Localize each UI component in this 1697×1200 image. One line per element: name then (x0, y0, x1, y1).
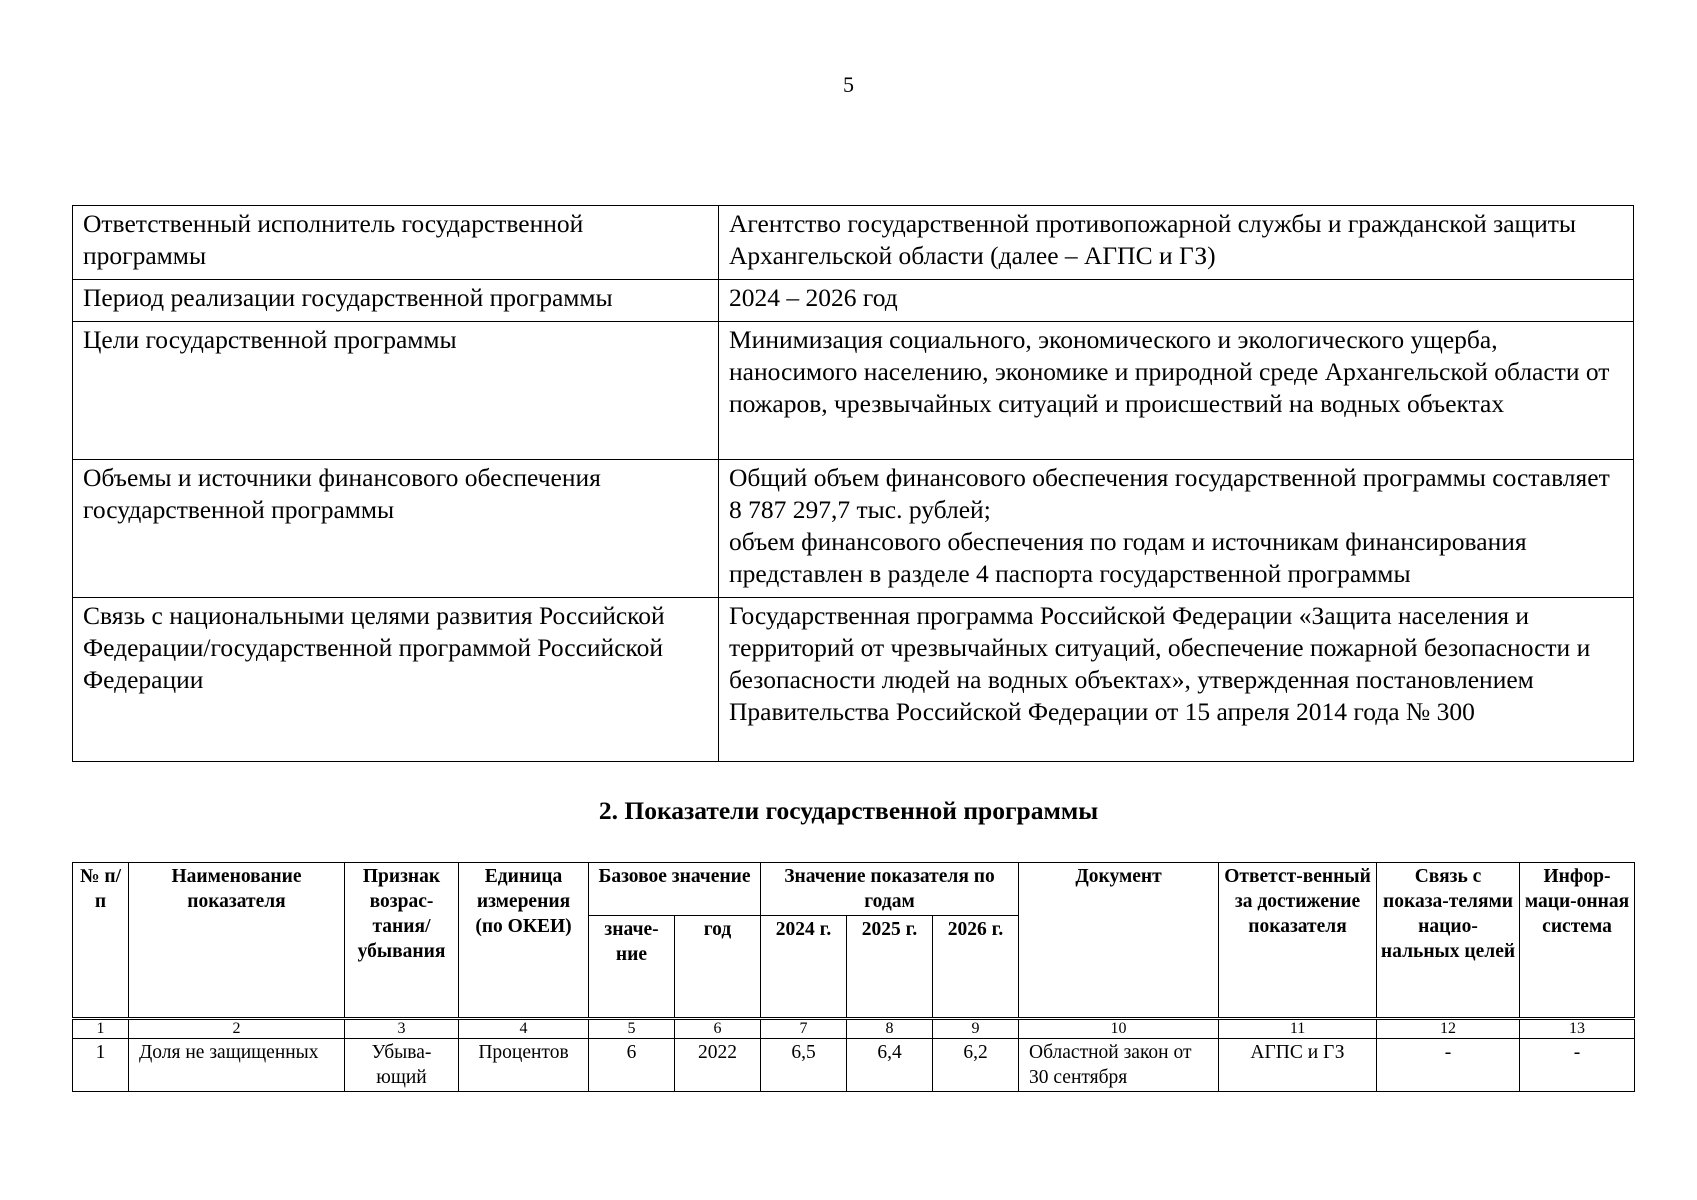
column-number: 10 (1019, 1019, 1219, 1039)
page-number: 5 (843, 72, 854, 97)
cell-name: Доля не защищенных (129, 1039, 345, 1092)
header-2026: 2026 г. (933, 916, 1019, 1019)
passport-value: Агентство государственной противопожарной службы и гражданской защиты Архангельской области (далее – АГПС и ГЗ) (719, 206, 1634, 280)
cell-num: 1 (73, 1039, 129, 1092)
cell-responsible: АГПС и ГЗ (1219, 1039, 1377, 1092)
passport-row (73, 280, 1634, 322)
column-number: 9 (933, 1019, 1019, 1039)
cell-infosystem: - (1520, 1039, 1635, 1092)
header-base: Базовое значение (589, 863, 761, 916)
indicators-table (72, 862, 1635, 1092)
passport-label: Связь с национальными целями развития Российской Федерации/государственной программой Российской Федерации (73, 598, 719, 762)
passport-row (73, 206, 1634, 280)
indicators-header-row (73, 863, 1635, 916)
header-2025: 2025 г. (847, 916, 933, 1019)
header-responsible: Ответст-венный за достижение показателя (1219, 863, 1377, 1019)
passport-value: Минимизация социального, экономического и экологического ущерба, наносимого населению, экономике и природной среде Архангельской области от пожаров, чрезвычайных ситуаций и происшествий на водных объектах (719, 322, 1634, 460)
column-number: 2 (129, 1019, 345, 1039)
header-infosystem: Инфор-маци-онная система (1520, 863, 1635, 1019)
header-2024: 2024 г. (761, 916, 847, 1019)
header-num: № п/п (73, 863, 129, 1019)
column-number: 3 (345, 1019, 459, 1039)
cell-link: - (1377, 1039, 1520, 1092)
cell-2024: 6,5 (761, 1039, 847, 1092)
financing-details-text: объем финансового обеспечения по годам и источникам финансирования представлен в разделе 4 паспорта государственной программы (729, 527, 1527, 588)
passport-value: Государственная программа Российской Федерации «Защита населения и территорий от чрезвычайных ситуаций, обеспечение пожарной безопасности и безопасности людей на водных объектах», утвержденная постановлением Правительства Российской Федерации от 15 апреля 2014 года № 300 (719, 598, 1634, 762)
cell-sign: Убыва-ющий (345, 1039, 459, 1092)
header-sign: Признак возрас-тания/ убывания (345, 863, 459, 1019)
cell-base-value: 6 (589, 1039, 675, 1092)
passport-label: Период реализации государственной программы (73, 280, 719, 322)
passport-label: Объемы и источники финансового обеспечения государственной программы (73, 460, 719, 598)
financing-total-text: Общий объем финансового обеспечения государственной программы составляет 8 787 297,7 тыс. рублей; (729, 463, 1610, 524)
cell-unit: Процентов (459, 1039, 589, 1092)
header-base-value: значе-ние (589, 916, 675, 1019)
column-number: 8 (847, 1019, 933, 1039)
passport-row (73, 460, 1634, 598)
header-document: Документ (1019, 863, 1219, 1019)
header-base-year: год (675, 916, 761, 1019)
column-number: 12 (1377, 1019, 1520, 1039)
passport-label: Ответственный исполнитель государственной программы (73, 206, 719, 280)
table-row (73, 1039, 1635, 1092)
cell-2026: 6,2 (933, 1039, 1019, 1092)
passport-row (73, 598, 1634, 762)
header-by-years: Значение показателя по годам (761, 863, 1019, 916)
header-name: Наименование показателя (129, 863, 345, 1019)
column-number: 6 (675, 1019, 761, 1039)
cell-base-year: 2022 (675, 1039, 761, 1092)
cell-document: Областной закон от 30 сентября (1019, 1039, 1219, 1092)
column-number: 1 (73, 1019, 129, 1039)
column-number: 4 (459, 1019, 589, 1039)
column-number: 13 (1520, 1019, 1635, 1039)
passport-value (719, 460, 1634, 598)
header-link: Связь с показа-телями нацио-нальных целей (1377, 863, 1520, 1019)
cell-2025: 6,4 (847, 1039, 933, 1092)
program-passport-table (72, 205, 1634, 762)
column-number: 5 (589, 1019, 675, 1039)
column-number: 7 (761, 1019, 847, 1039)
passport-row (73, 322, 1634, 460)
header-unit: Единица измерения (по ОКЕИ) (459, 863, 589, 1019)
column-number: 11 (1219, 1019, 1377, 1039)
passport-label: Цели государственной программы (73, 322, 719, 460)
passport-value: 2024 – 2026 год (719, 280, 1634, 322)
column-numbers-row (73, 1019, 1635, 1039)
section-title: 2. Показатели государственной программы (598, 796, 1099, 825)
